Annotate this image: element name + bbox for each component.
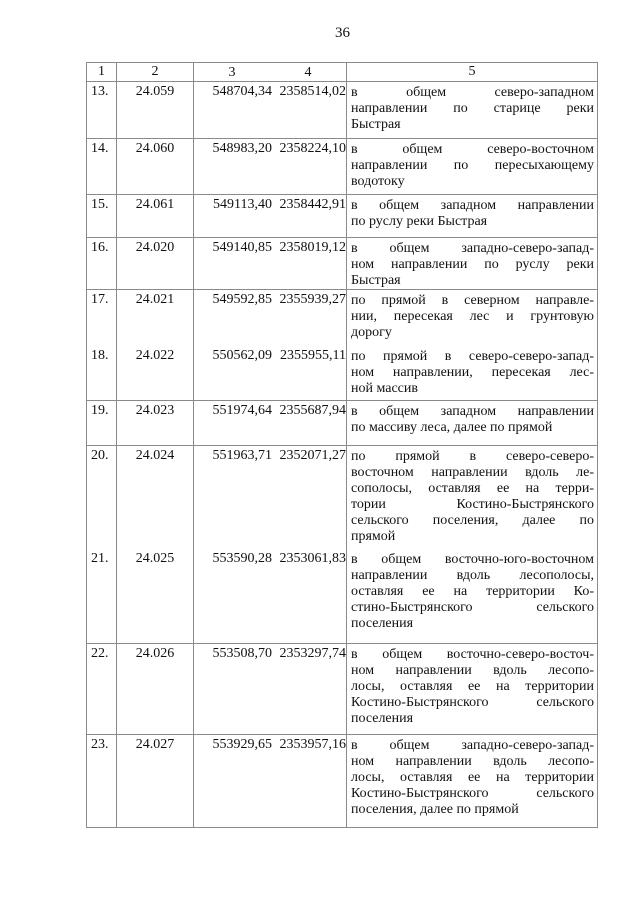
- coordinates: [194, 735, 347, 828]
- description-line: тории Костино-Быстрянского: [351, 497, 594, 512]
- table-row: [87, 290, 598, 346]
- boundary-description: [347, 82, 598, 139]
- table-row: [87, 549, 598, 644]
- header-col-2: 2: [117, 63, 194, 82]
- header-col-3: 3: [228, 65, 236, 80]
- description-line: в общем западно-северо-запад-: [351, 738, 594, 753]
- description-line: по прямой в северо-северо-: [351, 449, 594, 464]
- coord-y: 2358442,91: [279, 197, 346, 212]
- description-line: в общем восточно-северо-восточ-: [351, 647, 594, 662]
- row-number: 20.: [87, 446, 117, 549]
- point-code: 24.020: [117, 238, 194, 290]
- description-line: направлении по старице реки: [351, 101, 594, 116]
- description-line: в общем северо-восточном: [351, 142, 594, 157]
- header-col-4: 4: [304, 65, 312, 80]
- description-line: лосы, оставляя ее на территории: [351, 770, 594, 785]
- boundary-description: [347, 238, 598, 290]
- point-code: 24.059: [117, 82, 194, 139]
- row-number: 16.: [87, 238, 117, 290]
- description-line: в общем западном направлении: [351, 404, 594, 419]
- description-line: поселения, далее по прямой: [351, 802, 519, 817]
- coord-y: 2358514,02: [279, 84, 346, 99]
- coord-x: 549140,85: [212, 240, 272, 255]
- coordinates: [194, 644, 347, 735]
- point-code: 24.061: [117, 195, 194, 238]
- table-row: [87, 401, 598, 446]
- table-row: [87, 139, 598, 195]
- coordinates: [194, 195, 347, 238]
- coord-x: 549113,40: [213, 197, 272, 212]
- table-row: [87, 346, 598, 401]
- boundary-description: [347, 401, 598, 446]
- coordinates: [194, 139, 347, 195]
- description-line: водотоку: [351, 174, 405, 189]
- coord-x: 553929,65: [212, 737, 272, 752]
- boundary-description: [347, 644, 598, 735]
- header-col-1: 1: [87, 63, 117, 82]
- coord-y: 2355955,11: [280, 347, 346, 363]
- description-line: Быстрая: [351, 273, 401, 288]
- description-line: сополосы, оставляя ее на терри-: [351, 481, 594, 496]
- point-code: 24.023: [117, 401, 194, 446]
- coord-y: 2353061,83: [279, 550, 346, 566]
- description-line: лосы, оставляя ее на территории: [351, 679, 594, 694]
- description-line: в общем северо-западном: [351, 85, 594, 100]
- table-row: [87, 446, 598, 549]
- row-number: 13.: [87, 82, 117, 139]
- coordinates: [194, 549, 347, 644]
- description-line: поселения: [351, 615, 414, 631]
- coord-y: 2352071,27: [279, 448, 346, 463]
- description-line: по массиву леса, далее по прямой: [351, 420, 553, 435]
- description-line: в общем западно-северо-запад-: [351, 241, 594, 256]
- description-line: дорогу: [351, 325, 392, 340]
- coord-x: 548983,20: [212, 141, 272, 156]
- description-line: в общем западном направлении: [351, 198, 594, 213]
- description-line: ном направлении, пересекая лес-: [351, 364, 594, 380]
- description-line: восточном направлении вдоль ле-: [351, 465, 594, 480]
- coord-x: 549592,85: [212, 292, 272, 307]
- coord-y: 2353957,16: [279, 737, 346, 752]
- coord-y: 2358224,10: [279, 141, 346, 156]
- description-line: нии, пересекая лес и грунтовую: [351, 309, 594, 324]
- table-row: [87, 735, 598, 828]
- point-code: 24.027: [117, 735, 194, 828]
- boundary-description: [347, 346, 598, 401]
- boundary-description: [347, 446, 598, 549]
- description-line: Костино-Быстрянского сельского: [351, 786, 594, 801]
- table-row: [87, 238, 598, 290]
- row-number: 15.: [87, 195, 117, 238]
- point-code: 24.024: [117, 446, 194, 549]
- description-line: по прямой в северном направле-: [351, 293, 594, 308]
- description-line: ной массив: [351, 380, 418, 396]
- table-row: [87, 644, 598, 735]
- point-code: 24.026: [117, 644, 194, 735]
- coord-x: 551974,64: [212, 403, 272, 418]
- coord-x: 548704,34: [212, 84, 272, 99]
- header-col-3-4: [194, 63, 347, 82]
- coord-y: 2358019,12: [279, 240, 346, 255]
- point-code: 24.025: [117, 549, 194, 644]
- description-line: ном направлении по руслу реки: [351, 257, 594, 272]
- coord-x: 550562,09: [212, 347, 272, 363]
- description-line: прямой: [351, 529, 396, 544]
- boundary-description: [347, 195, 598, 238]
- page-number: 36: [335, 25, 350, 41]
- description-line: направлении по пересыхающему: [351, 158, 594, 173]
- coord-y: 2353297,74: [279, 646, 346, 661]
- description-line: ном направлении вдоль лесопо-: [351, 754, 594, 769]
- boundary-description: [347, 735, 598, 828]
- description-line: оставляя ее на территории Ко-: [351, 583, 594, 599]
- description-line: по руслу реки Быстрая: [351, 214, 488, 229]
- boundary-description: [347, 139, 598, 195]
- description-line: сельского поселения, далее по: [351, 513, 594, 528]
- description-line: ном направлении вдоль лесопо-: [351, 663, 594, 678]
- coordinates: [194, 346, 347, 401]
- row-number: 19.: [87, 401, 117, 446]
- point-code: 24.060: [117, 139, 194, 195]
- coord-y: 2355939,27: [279, 292, 346, 307]
- boundary-description: [347, 290, 598, 346]
- coord-x: 553590,28: [212, 550, 272, 566]
- description-line: стино-Быстрянского сельского: [351, 599, 594, 615]
- table-row: [87, 82, 598, 139]
- description-line: по прямой в северо-северо-запад-: [351, 348, 594, 364]
- point-code: 24.022: [117, 346, 194, 401]
- row-number: 23.: [87, 735, 117, 828]
- row-number: 21.: [87, 549, 117, 644]
- row-number: 22.: [87, 644, 117, 735]
- coord-x: 553508,70: [212, 646, 272, 661]
- row-number: 14.: [87, 139, 117, 195]
- boundary-description: [347, 549, 598, 644]
- coord-x: 551963,71: [212, 448, 272, 463]
- coordinates: [194, 290, 347, 346]
- boundary-points-table: [86, 62, 598, 828]
- description-line: Костино-Быстрянского сельского: [351, 695, 594, 710]
- description-line: в общем восточно-юго-восточном: [351, 551, 594, 567]
- coordinates: [194, 446, 347, 549]
- description-line: поселения: [351, 711, 414, 726]
- description-line: направлении вдоль лесополосы,: [351, 567, 594, 583]
- coordinates: [194, 401, 347, 446]
- table-header-row: [87, 63, 598, 82]
- description-line: Быстрая: [351, 117, 401, 132]
- coordinates: [194, 238, 347, 290]
- row-number: 17.: [87, 290, 117, 346]
- header-col-5: 5: [347, 63, 598, 82]
- coord-y: 2355687,94: [279, 403, 346, 418]
- row-number: 18.: [87, 346, 117, 401]
- point-code: 24.021: [117, 290, 194, 346]
- coordinates: [194, 82, 347, 139]
- table-row: [87, 195, 598, 238]
